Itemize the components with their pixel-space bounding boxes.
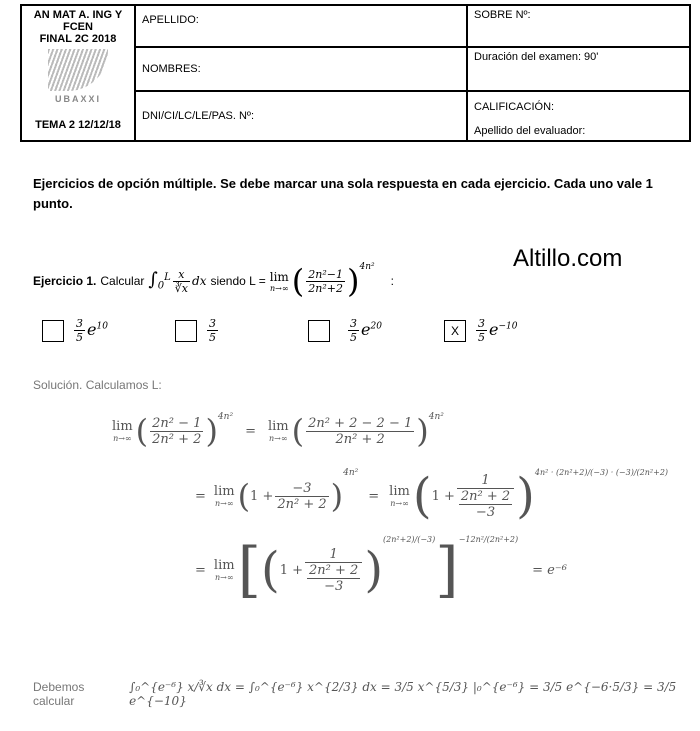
equals: = [368,488,380,504]
option-1[interactable] [42,317,108,344]
opt-base: e [361,320,371,339]
calificacion-label: CALIFICACIÓN: [474,101,555,113]
colon: : [390,274,394,288]
num: 2n² − 1 [152,415,202,431]
evaluador-label: Apellido del evaluador: [474,125,586,137]
calificacion-cell[interactable] [467,91,690,141]
solution-line-3: = lim n→∞ [ ( 1 + $\frac{1}{\frac{\text{2n² + 2}}{-3}}$ ) (2n²+2)/(−3) ] −12n²/(2n²+2) = e⁻⁶ [195,535,567,605]
denominator: ∛x [174,281,189,295]
lim: lim [267,419,289,434]
opt-base: e [87,320,97,339]
sobre-field[interactable]: SOBRE Nº: [467,5,690,47]
ubaxxi-logo [48,49,108,91]
dx: dx [192,273,207,288]
checkbox[interactable] [175,320,197,342]
lim-num: 2n²−1 [308,267,343,281]
lim-sub: n→∞ [270,283,289,293]
lower-bound: 0 [157,279,165,291]
tema: TEMA 2 12/12/18 [35,119,121,131]
lim: lim [213,558,235,573]
numerator: x [173,268,190,282]
option-3[interactable] [308,317,382,344]
institution: AN MAT A. ING Y FCEN [33,9,123,33]
num: 1 [305,547,362,563]
integral-expr [148,268,206,295]
header-left-cell [21,5,135,141]
exercise-label: Ejercicio 1. [33,274,97,288]
apellido-field[interactable]: APELLIDO: [135,5,467,47]
opt-exp: −10 [498,321,518,332]
limit-expr: lim n→∞ ( $\frac{\text{2n²−1}}{\text{2n²+2}}$ ) 4n² [269,262,375,300]
result: = e⁻⁶ [532,562,567,578]
option-4[interactable] [444,317,517,344]
solution-label: Solución. Calculamos L: [33,378,162,392]
opt-den: 5 [76,331,83,344]
checkbox[interactable] [308,320,330,342]
den-den: −3 [324,578,344,594]
checkbox-checked[interactable]: X [444,320,466,342]
equals: = [195,488,206,504]
den: 2n² + 2 [335,431,385,447]
exp: 4n² · (2n²+2)/(−3) · (−3)/(2n²+2) [534,468,669,477]
one-plus: 1 + [431,488,455,504]
lim: lim [389,484,410,499]
final-line [33,680,700,708]
solution-line-2: = lim n→∞ ( 1 + $\frac{-3}{\text{2n² + 2}}$ ) 4n² = lim n→∞ ( 1 + $\frac{1}{\frac{\text{2n² + 2}}{-3}}$ ) 4n² · (2n²+2)/(−3) · (−3)/(2n²+2) [195,468,669,524]
duracion-label: Duración del examen: 90' [467,47,690,91]
num: 1 [457,473,514,489]
logo-text: UBAXXI [54,94,101,104]
den-den: −3 [475,504,496,520]
opt-base: e [489,320,499,339]
den-num: 2n² + 2 [460,488,511,504]
lim: lim [213,484,235,499]
one-plus: 1 + [250,488,274,504]
nombres-field[interactable]: NOMBRES: [135,47,467,91]
exam-title: FINAL 2C 2018 [39,33,117,45]
opt-exp: 10 [96,321,108,332]
checkbox[interactable] [42,320,64,342]
equals: = [245,423,256,439]
lim-sub: n→∞ [214,573,234,582]
den-num: 2n² + 2 [309,562,359,578]
exp: 4n² [428,412,444,422]
opt-num: 3 [478,317,485,330]
den: 2n² + 2 [152,431,202,447]
option-2[interactable] [175,317,220,344]
lim-sub: n→∞ [113,434,132,443]
final-text: Debemos calcular [33,680,85,708]
lim-sub: n→∞ [269,434,288,443]
opt-den: 5 [478,331,485,344]
opt-den: 5 [350,331,357,344]
final-math: ∫₀^{e⁻⁶} x/∛x dx = ∫₀^{e⁻⁶} x^{2/3} dx = 3/5 x^{5/3} |₀^{e⁻⁶} = 3/5 e^{−6·5/3} = 3/5 e^{−10} [129,680,677,708]
one-plus: 1 + [279,562,304,578]
opt-num: 3 [350,317,357,330]
header-table [20,4,691,142]
instructions: Ejercicios de opción múltiple. Se debe marcar una sola respuesta en cada ejercicio. Cada uno vale 1 punto. [33,176,653,211]
opt-den: 5 [209,331,216,344]
exercise-text-2: siendo L = [210,274,266,288]
num: 2n² + 2 − 2 − 1 [308,415,413,431]
den: 2n² + 2 [277,496,327,512]
lim-exp: 4n² [359,262,375,272]
outer-exp: −12n²/(2n²+2) [458,535,519,544]
upper-bound: L [164,271,171,283]
exercise-1 [33,262,394,300]
solution-line-1: lim n→∞ ( $\frac{\text{2n² − 1}}{\text{2n² + 2}}$ ) 4n² = lim n→∞ ( $\frac{\text{2n² + 2 − 2 − 1}}{\text{2n² + 2}}$ ) 4n² [112,412,444,450]
opt-exp: 20 [370,321,382,332]
exercise-text: Calcular [100,274,145,288]
num: −3 [275,481,328,497]
lim-sub: n→∞ [214,499,234,508]
inner-exp: (2n²+2)/(−3) [383,535,436,544]
integral-sign: ∫ [148,268,158,290]
dni-field[interactable]: DNI/CI/LC/LE/PAS. Nº: [135,91,467,141]
lim: lim [112,419,133,434]
exp: 4n² [343,468,359,478]
opt-num: 3 [76,317,83,330]
lim-sub: n→∞ [390,499,409,508]
watermark: Altillo.com [513,245,623,272]
lim-den: 2n²+2 [308,281,343,295]
exp: 4n² [217,412,234,422]
lim: lim [269,269,289,284]
equals: = [195,562,206,578]
opt-num: 3 [209,317,216,330]
